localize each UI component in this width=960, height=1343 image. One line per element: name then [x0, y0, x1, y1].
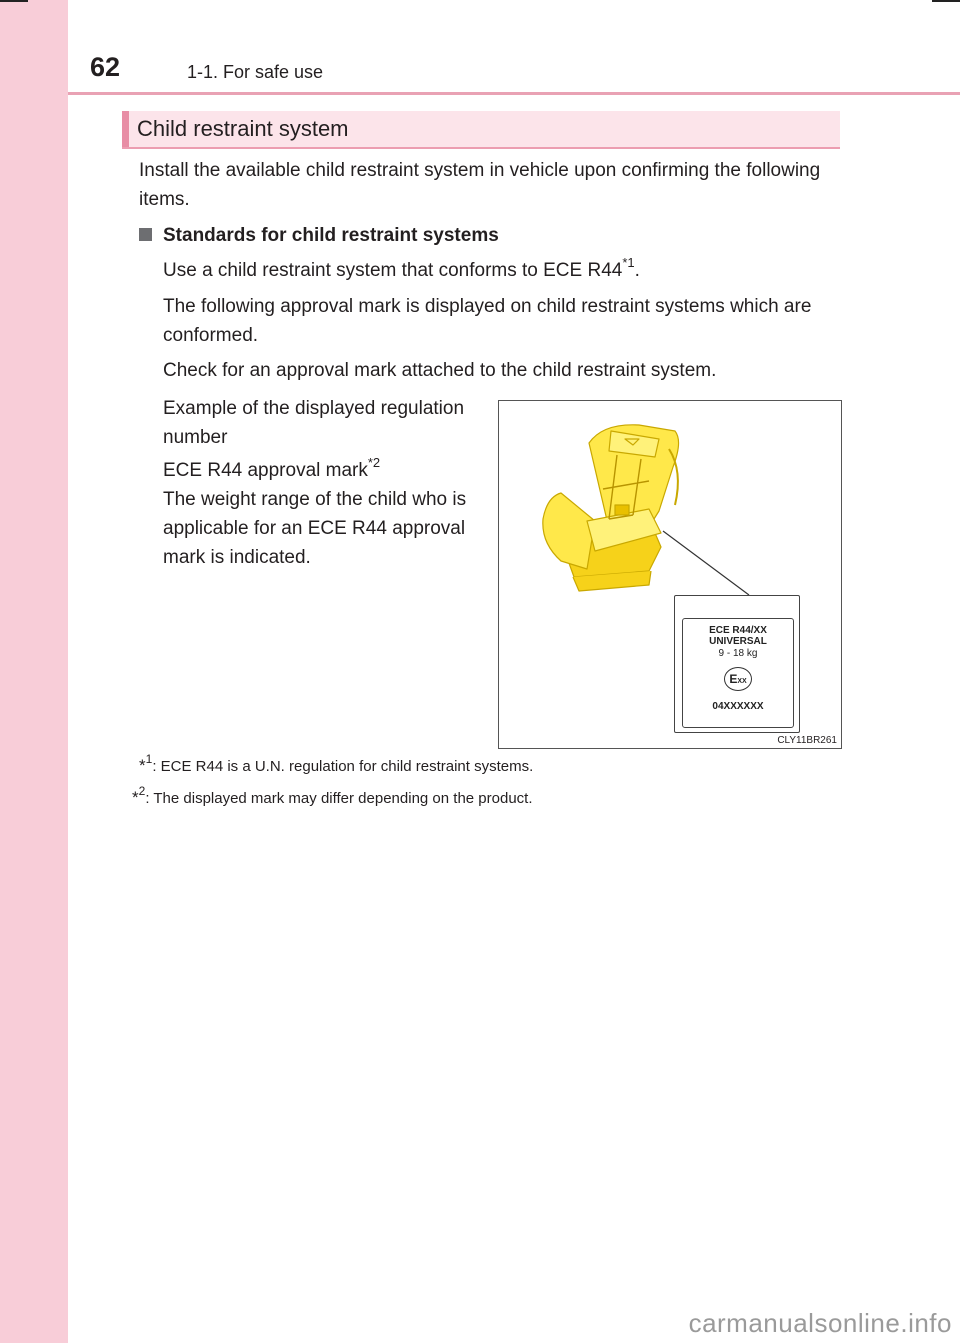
label-serial: 04XXXXXX	[712, 701, 764, 712]
approval-mark-description: The weight range of the child who is applicable for an ECE R44 approval mark is indicated.	[163, 489, 467, 568]
approval-label-callout	[674, 595, 800, 733]
section-title-bar	[122, 111, 840, 149]
e-mark-icon	[724, 667, 752, 691]
label-regulation: ECE R44/XX	[709, 625, 767, 636]
square-bullet-icon	[139, 228, 152, 241]
watermark: carmanualsonline.info	[688, 1308, 952, 1338]
approval-label	[682, 618, 794, 728]
child-seat-figure	[498, 400, 842, 749]
footnote-1-text: : ECE R44 is a U.N. regulation for child restraint systems.	[152, 758, 534, 775]
footnote-ref-1: *1	[622, 255, 635, 270]
approval-mark-caption	[163, 456, 488, 572]
standards-heading	[139, 221, 499, 250]
section-title: Child restraint system	[137, 116, 349, 141]
standards-line-3: Check for an approval mark attached to the child restraint system.	[163, 360, 717, 381]
footnote-2-text: : The displayed mark may differ depending on the product.	[145, 790, 533, 807]
section-label: 1-1. For safe use	[187, 62, 324, 82]
intro-paragraph: Install the available child restraint system in vehicle upon confirming the following items.	[139, 160, 821, 210]
left-margin-band	[0, 0, 68, 1343]
standards-line-1	[163, 256, 843, 285]
child-seat-icon	[543, 425, 679, 591]
crop-mark-right	[932, 0, 960, 2]
example-caption: Example of the displayed regulation number	[163, 398, 465, 448]
standards-heading-text: Standards for child restraint systems	[163, 225, 499, 246]
footnote-1-number: 1	[145, 752, 153, 766]
e-mark-country: XX	[737, 678, 747, 685]
footnote-1	[139, 752, 534, 776]
label-weight-range: 9 - 18 kg	[718, 648, 758, 659]
footnote-1-marker: *	[139, 756, 146, 775]
standards-line-2: The following approval mark is displayed on child restraint systems which are conformed.	[163, 296, 812, 346]
leader-line	[663, 531, 749, 595]
footnote-ref-2: *2	[367, 455, 381, 470]
approval-mark-label: ECE R44 approval mark	[163, 460, 368, 481]
figure-code: CLY11BR261	[777, 735, 837, 746]
e-mark-letter: E	[729, 672, 738, 686]
page-number: 62	[90, 52, 121, 82]
title-accent	[122, 111, 129, 147]
footnote-2-marker: *	[132, 788, 139, 807]
footnote-2	[132, 784, 533, 808]
label-category: UNIVERSAL	[709, 636, 767, 647]
standards-line-1-end: .	[634, 260, 640, 281]
footnote-2-number: 2	[138, 784, 146, 798]
standards-line-1-text: Use a child restraint system that conforms to ECE R44	[163, 260, 623, 281]
header-rule	[68, 92, 960, 95]
crop-mark-left	[0, 0, 28, 2]
